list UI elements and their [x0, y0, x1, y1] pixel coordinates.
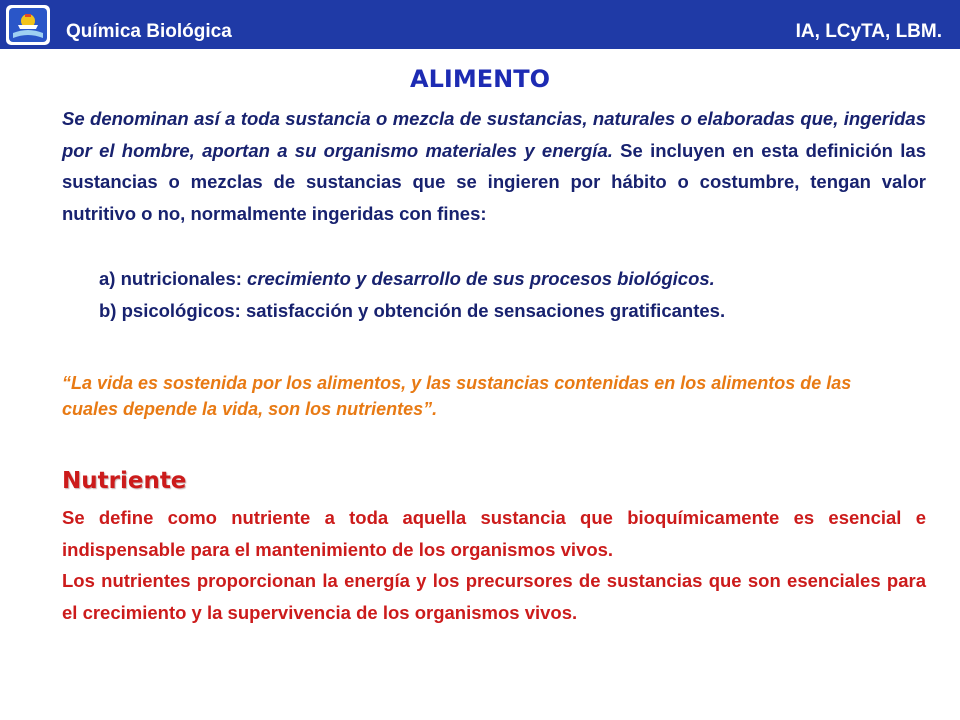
- university-logo-icon: [4, 3, 52, 47]
- course-title: Química Biológica: [66, 21, 232, 42]
- header-bar: [0, 0, 960, 49]
- program-codes: IA, LCyTA, LBM.: [795, 21, 942, 42]
- nutrientes-quote: “La vida es sostenida por los alimentos, y las sustancias contenidas en los alimentos de las cuales depende la vida, son los nutrientes”.: [62, 373, 852, 419]
- nutriente-function: Los nutrientes proporcionan la energía y los precursores de sustancias que son esenciales para el crecimiento y la supervivencia de los organismos vivos.: [62, 570, 926, 623]
- item-a-text: crecimiento y desarrollo de sus procesos biológicos.: [247, 268, 715, 289]
- nutriente-title: Nutriente: [62, 468, 187, 494]
- alimento-definition: [62, 103, 926, 229]
- item-a-label: a) nutricionales:: [99, 268, 248, 289]
- nutriente-definition: Se define como nutriente a toda aquella sustancia que bioquímicamente es esencial e indispensable para el mantenimiento de los organismos vivos.: [62, 507, 926, 560]
- list-item-psicologicos: b) psicológicos: satisfacción y obtención de sensaciones gratificantes.: [99, 300, 726, 321]
- alimento-title: ALIMENTO: [410, 65, 550, 93]
- definition-italic-text: Se denominan así a toda sustancia o mezcla de sustancias, naturales o elaboradas que, ingeridas por el hombre, aportan a su organismo materiales y energía.: [62, 108, 926, 161]
- definition-rest-text: Se incluyen en esta definición las sustancias o mezclas de sustancias que se ingieren por hábito o costumbre, tengan valor nutritivo o no, normalmente ingeridas con fines:: [62, 139, 926, 224]
- list-item-nutricionales: [99, 263, 715, 294]
